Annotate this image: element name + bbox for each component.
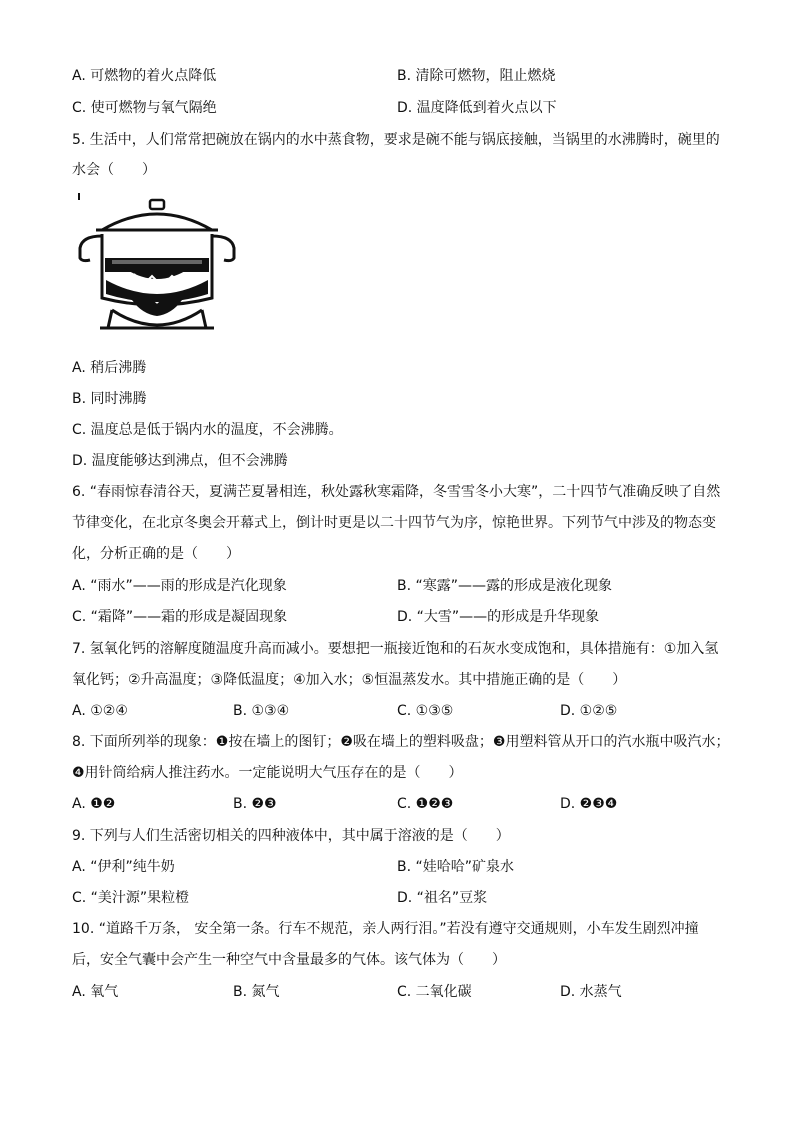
q4-option-a: A. 可燃物的着火点降低	[72, 68, 217, 84]
q6-stem-line2: 节律变化，在北京冬奥会开幕式上，倒计时更是以二十四节气为序，惊艳世界。下列节气中涉及的物态变	[72, 515, 716, 531]
q5-option-c: C. 温度总是低于锅内水的温度，不会沸腾。	[72, 422, 343, 438]
q5-stem-line2: 水会（ ）	[72, 162, 156, 178]
q4-option-c: C. 使可燃物与氧气隔绝	[72, 100, 217, 116]
q7-stem-line1: 7. 氢氧化钙的溶解度随温度升高而减小。要想把一瓶接近饱和的石灰水变成饱和，具体措施有：①加入氢	[72, 641, 719, 657]
q9-option-d: D. “祖名”豆浆	[397, 890, 488, 906]
q6-stem-line1: 6. “春雨惊春清谷天，夏满芒夏暑相连，秋处露秋寒霜降，冬雪雪冬小大寒”，二十四节气准确反映了自然	[72, 484, 721, 500]
q7-stem-line2: 氧化钙；②升高温度；③降低温度；④加入水；⑤恒温蒸发水。其中措施正确的是（ ）	[72, 672, 627, 688]
q7-option-c: C. ①③⑤	[397, 703, 454, 719]
q10-option-d: D. 水蒸气	[560, 984, 622, 1000]
q4-option-d: D. 温度降低到着火点以下	[397, 100, 557, 116]
q10-stem-line2: 后，安全气囊中会产生一种空气中含量最多的气体。该气体为（ ）	[72, 952, 506, 968]
q10-option-a: A. 氧气	[72, 984, 119, 1000]
q5-stem-line1: 5. 生活中，人们常常把碗放在锅内的水中蒸食物，要求是碗不能与锅底接触，当锅里的水沸腾时，碗里的	[72, 132, 720, 148]
q9-option-a: A. “伊利”纯牛奶	[72, 859, 175, 875]
q9-option-b: B. “娃哈哈”矿泉水	[397, 859, 515, 875]
q10-stem-line1: 10. “道路千万条， 安全第一条。行车不规范，亲人两行泪。”若没有遵守交通规则，小车发生剧烈冲撞	[72, 921, 699, 937]
q5-option-d: D. 温度能够达到沸点，但不会沸腾	[72, 453, 288, 469]
q8-option-a: A. ❶❷	[72, 796, 116, 812]
q8-option-d: D. ❷❸❹	[560, 796, 618, 812]
q8-option-c: C. ❶❷❸	[397, 796, 454, 812]
q10-option-b: B. 氮气	[233, 984, 280, 1000]
q6-option-b: B. “寒露”——露的形成是液化现象	[397, 578, 613, 594]
q8-option-b: B. ❷❸	[233, 796, 277, 812]
steaming-pot-figure-icon	[72, 190, 242, 340]
q6-stem-line3: 化，分析正确的是（ ）	[72, 546, 240, 562]
q7-option-d: D. ①②⑤	[560, 703, 618, 719]
q4-option-b: B. 清除可燃物，阻止燃烧	[397, 68, 556, 84]
q9-option-c: C. “美汁源”果粒橙	[72, 890, 190, 906]
q6-option-d: D. “大雪”——的形成是升华现象	[397, 609, 600, 625]
q8-stem-line2: ❹用针筒给病人推注药水。一定能说明大气压存在的是（ ）	[72, 765, 463, 781]
q8-stem-line1: 8. 下面所列举的现象：❶按在墙上的图钉；❷吸在墙上的塑料吸盘；❸用塑料管从开口的汽水瓶中吸汽水；	[72, 734, 730, 750]
q9-stem-line1: 9. 下列与人们生活密切相关的四种液体中，其中属于溶液的是（ ）	[72, 828, 510, 844]
q6-option-a: A. “雨水”——雨的形成是汽化现象	[72, 578, 287, 594]
q10-option-c: C. 二氧化碳	[397, 984, 472, 1000]
q5-option-b: B. 同时沸腾	[72, 391, 147, 407]
q7-option-b: B. ①③④	[233, 703, 290, 719]
q5-option-a: A. 稍后沸腾	[72, 360, 147, 376]
q6-option-c: C. “霜降”——霜的形成是凝固现象	[72, 609, 288, 625]
q7-option-a: A. ①②④	[72, 703, 128, 719]
